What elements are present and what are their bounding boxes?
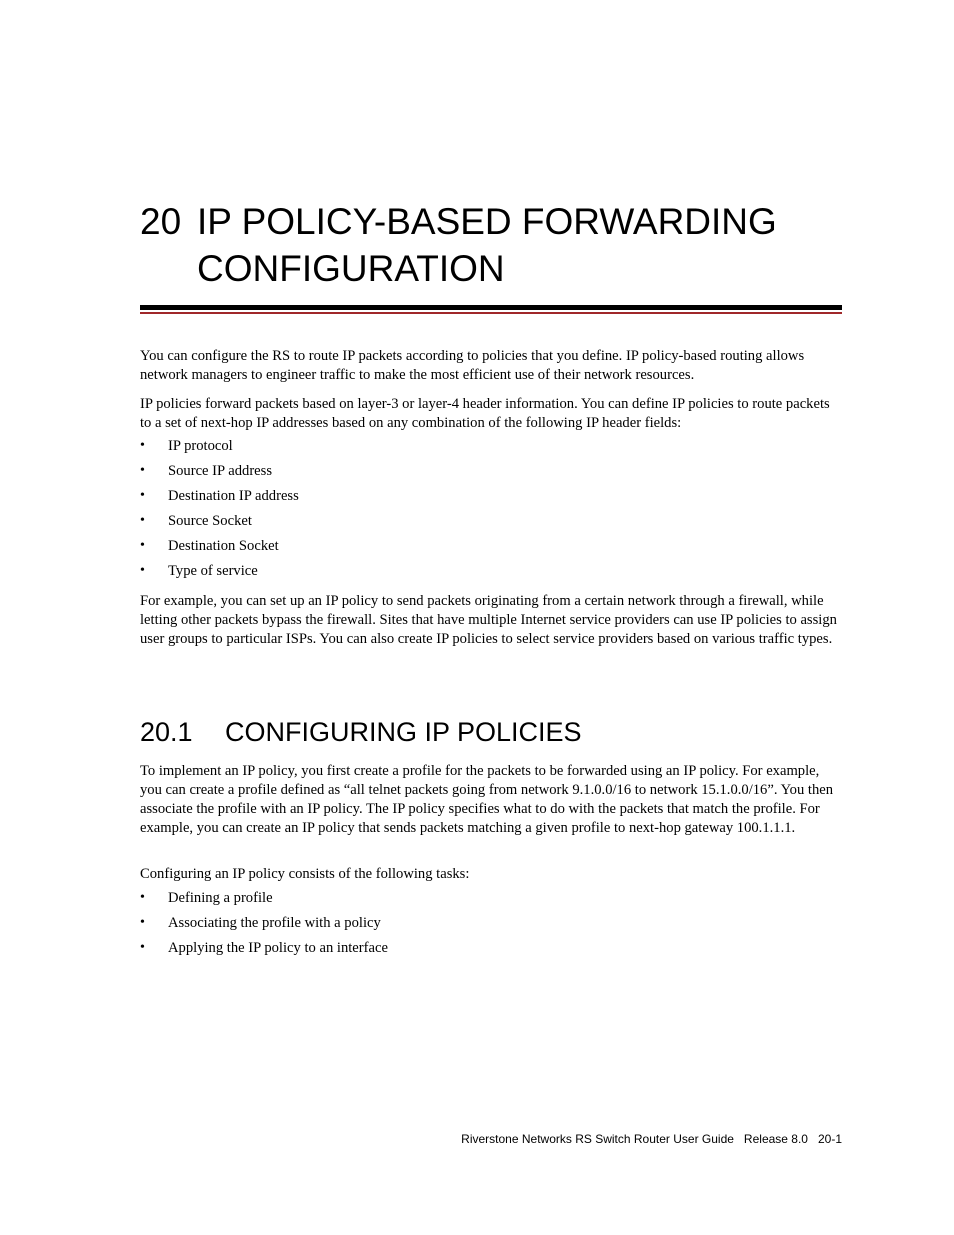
page-footer: Riverstone Networks RS Switch Router User Guide Release 8.0 20-1	[461, 1132, 842, 1146]
bullet-icon: •	[140, 438, 145, 453]
section-title	[140, 714, 842, 750]
list-item: • Type of service	[140, 563, 258, 579]
intro-paragraph-1: You can configure the RS to route IP packets according to policies that you define. IP policy-based routing allows network managers to engineer traffic to make the most efficient use of their network resources.	[140, 348, 805, 383]
list-item: • Applying the IP policy to an interface	[140, 940, 388, 956]
intro-paragraph-3: For example, you can set up an IP policy to send packets originating from a certain network through a firewall, while letting other packets bypass the firewall. Sites that have multiple Internet service providers can use IP policies to assign user groups to particular ISPs. You can also create IP policies to select service providers based on various traffic types.	[140, 593, 837, 647]
title-rule-red	[140, 312, 842, 314]
chapter-title	[140, 198, 860, 292]
section-paragraph-2: Configuring an IP policy consists of the following tasks:	[140, 866, 470, 882]
section-paragraph-1: To implement an IP policy, you first create a profile for the packets to be forwarded using an IP policy. For example, you can create a profile defined as “all telnet packets going from network 9.1.0.0/16 to network 15.1.0.0/16”. You then associate the profile with an IP policy. The IP policy specifies what to do with the packets that match the profile. For example, you can create an IP policy that sends packets matching a given profile to next-hop gateway 100.1.1.1.	[140, 763, 834, 836]
section-title-text: CONFIGURING IP POLICIES	[225, 717, 582, 747]
bullet-icon: •	[140, 513, 145, 528]
list-item: • Destination Socket	[140, 538, 279, 554]
bullet-icon: •	[140, 915, 145, 930]
bullet-icon: •	[140, 538, 145, 553]
chapter-number: 20	[140, 201, 182, 242]
bullet-icon: •	[140, 563, 145, 578]
list-item: • Source IP address	[140, 463, 273, 479]
bullet-icon: •	[140, 890, 145, 905]
chapter-title-text: IP POLICY-BASED FORWARDING CONFIGURATION	[197, 201, 777, 289]
bullet-icon: •	[140, 463, 145, 478]
list-item: • IP protocol	[140, 438, 233, 454]
list-item: • Source Socket	[140, 513, 252, 529]
bullet-icon: •	[140, 940, 145, 955]
tasks-list	[140, 889, 842, 964]
ip-header-fields-list	[140, 437, 842, 587]
section-number: 20.1	[140, 717, 193, 747]
list-item: • Associating the profile with a policy	[140, 915, 381, 931]
intro-paragraph-2: IP policies forward packets based on layer-3 or layer-4 header information. You can define IP policies to route packets to a set of next-hop IP addresses based on any combination of the following IP header fields:	[140, 396, 830, 431]
bullet-icon: •	[140, 488, 145, 503]
list-item: • Defining a profile	[140, 890, 273, 906]
title-rule-thick	[140, 305, 842, 310]
list-item: • Destination IP address	[140, 488, 299, 504]
